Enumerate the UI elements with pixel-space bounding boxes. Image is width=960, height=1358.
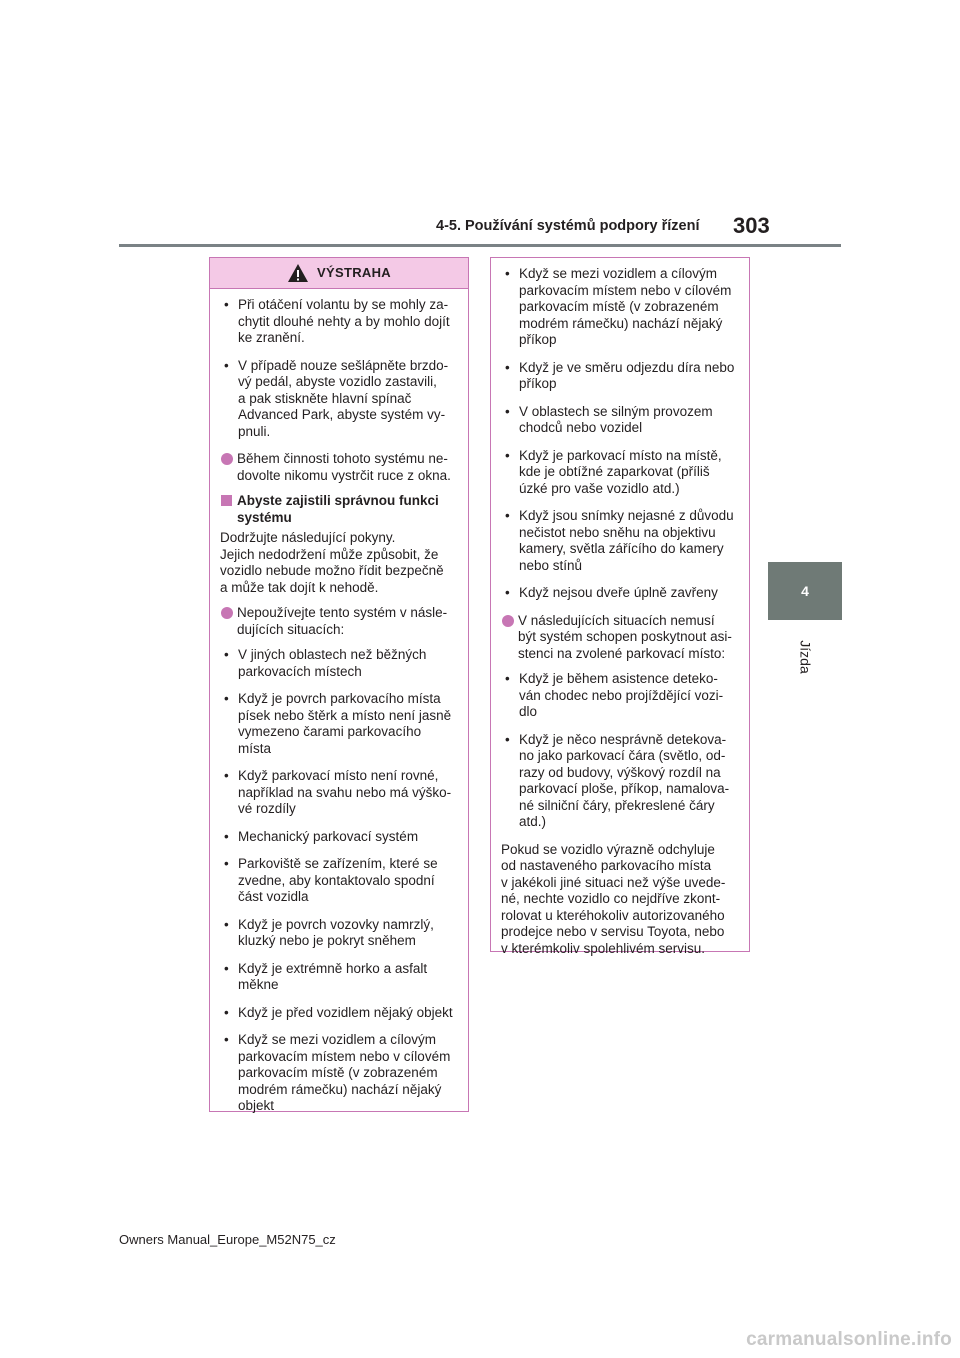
list-item-text: Když je extrémně horko a asfalt měkne <box>238 960 428 992</box>
list-item-text: Když je před vozidlem nějaký objekt <box>238 1004 453 1020</box>
list-item-text: Když je povrch vozovky namrzlý, kluzký nebo je pokryt sněhem <box>238 916 434 948</box>
footer-manual-id: Owners Manual_Europe_M52N75_cz <box>119 1232 336 1247</box>
list-item <box>220 297 458 347</box>
warning-box-continued <box>490 257 750 956</box>
list-item-text: Když nejsou dveře úplně zavřeny <box>519 585 718 600</box>
page-number: 303 <box>733 213 770 238</box>
list-item-text: Když je ve směru odjezdu díra nebo příkop <box>519 359 735 391</box>
warning-body-right <box>491 258 749 974</box>
paragraph: Pokud se vozidlo výrazně odchyluje od nastaveného parkovacího místa v jakékoli jiné situaci než výše uvede- né, nechte vozidlo co nejdříve zkont- rolovat u kteréhokoliv autorizovaného prodejce nebo v servisu Toyota, nebo v kterémkoliv spolehlivém servisu. <box>501 841 726 956</box>
list-item <box>220 358 458 441</box>
list-item <box>220 856 458 906</box>
list-item-text: Mechanický parkovací systém <box>238 828 419 844</box>
header-divider <box>119 244 841 247</box>
list-item-text: V jiných oblastech než běžných parkovacích místech <box>238 647 427 679</box>
circle-bullet-text: Nepoužívejte tento systém v násle- dujících situacích: <box>237 605 448 637</box>
list-item-text: V oblastech se silným provozem chodců nebo vozidel <box>519 403 713 435</box>
list-item <box>220 647 458 680</box>
list-item-text: Když parkovací místo není rovné, například na svahu nebo má výško- vé rozdíly <box>238 768 452 816</box>
list-item <box>501 448 739 498</box>
list-item-text: Parkoviště se zařízením, které se zvedne, aby kontaktovalo spodní část vozidla <box>238 856 438 904</box>
paragraph: Dodržujte následující pokyny. Jejich nedodržení může způsobit, že vozidlo nebude možno řídit bezpečně a může tak dojít k nehodě. <box>220 530 444 595</box>
list-item-text: Když je povrch parkovacího místa písek nebo štěrk a místo není jasně vymezeno čarami parkovacího místa <box>238 691 452 756</box>
list-item <box>501 266 739 349</box>
list-item <box>501 360 739 393</box>
section-title-text: Abyste zajistili správnou funkci systému <box>237 493 439 525</box>
warning-box <box>209 257 469 1112</box>
watermark[interactable]: carmanualsonline.info <box>746 1329 952 1350</box>
warning-header <box>210 258 468 289</box>
chapter-label <box>776 627 836 687</box>
list-item <box>220 917 458 950</box>
list-item-text: Když je parkovací místo na místě, kde je obtížné zaparkovat (příliš úzké pro vaše vozidlo atd.) <box>519 447 722 496</box>
list-item-text: Když je něco nesprávně detekova- no jako parkovací čára (světlo, od- razy od budovy, výškový rozdíl na parkovací ploše, příkop, namalova- né silniční čáry, překreslené čáry atd.) <box>519 731 730 829</box>
circle-bullet-text: V následujících situacích nemusí být systém schopen poskytnout asi- stenci na zvolené parkovací místo: <box>518 612 732 661</box>
section-header-title: 4-5. Používání systémů podpory řízení <box>436 218 700 234</box>
circle-bullet-text: Během činnosti tohoto systému ne- dovolte nikomu vystrčit ruce z okna. <box>237 451 451 483</box>
list-item <box>501 508 739 574</box>
list-item-text: Když je během asistence deteko- ván chodec nebo projíždějící vozi- dlo <box>519 671 724 719</box>
chapter-number: 4 <box>801 583 809 599</box>
list-item <box>220 691 458 757</box>
list-item <box>220 1032 458 1115</box>
warning-body-left <box>210 289 468 1134</box>
list-item-text: V případě nouze sešlápněte brzdo- vý pedál, abyste vozidlo zastavili, a pak stiskněte hlavní spínač Advanced Park, abyste systém vy- pnuli. <box>238 357 449 439</box>
list-item <box>220 1005 458 1022</box>
section-title <box>220 493 458 526</box>
list-item <box>501 585 739 602</box>
circle-bullet-item <box>501 613 739 663</box>
list-item <box>501 404 739 437</box>
warning-triangle-icon <box>287 263 309 283</box>
list-item-text: Když se mezi vozidlem a cílovým parkovacím místem nebo v cílovém parkovacím místě (v zobrazeném modrém rámečku) nachází nějaký příkop <box>519 266 732 347</box>
circle-bullet-item <box>220 451 458 484</box>
list-item-text: Při otáčení volantu by se mohly za- chytit dlouhé nehty a by mohlo dojít ke zranění. <box>238 297 450 345</box>
warning-title: VÝSTRAHA <box>317 264 391 280</box>
list-item <box>220 829 458 846</box>
circle-bullet-item <box>220 605 458 638</box>
list-item-text: Když jsou snímky nejasné z důvodu nečistot nebo sněhu na objektivu kamery, světla zářícího do kamery nebo stínů <box>519 508 734 573</box>
chapter-tab <box>768 562 842 620</box>
list-item-text: Když se mezi vozidlem a cílovým parkovacím místem nebo v cílovém parkovacím místě (v zobrazeném modrém rámečku) nachází nějaký objekt <box>238 1032 451 1113</box>
list-item <box>220 768 458 818</box>
list-item <box>501 732 739 831</box>
list-item <box>220 961 458 994</box>
list-item <box>501 671 739 721</box>
chapter-label-text: Jízda <box>798 640 814 674</box>
